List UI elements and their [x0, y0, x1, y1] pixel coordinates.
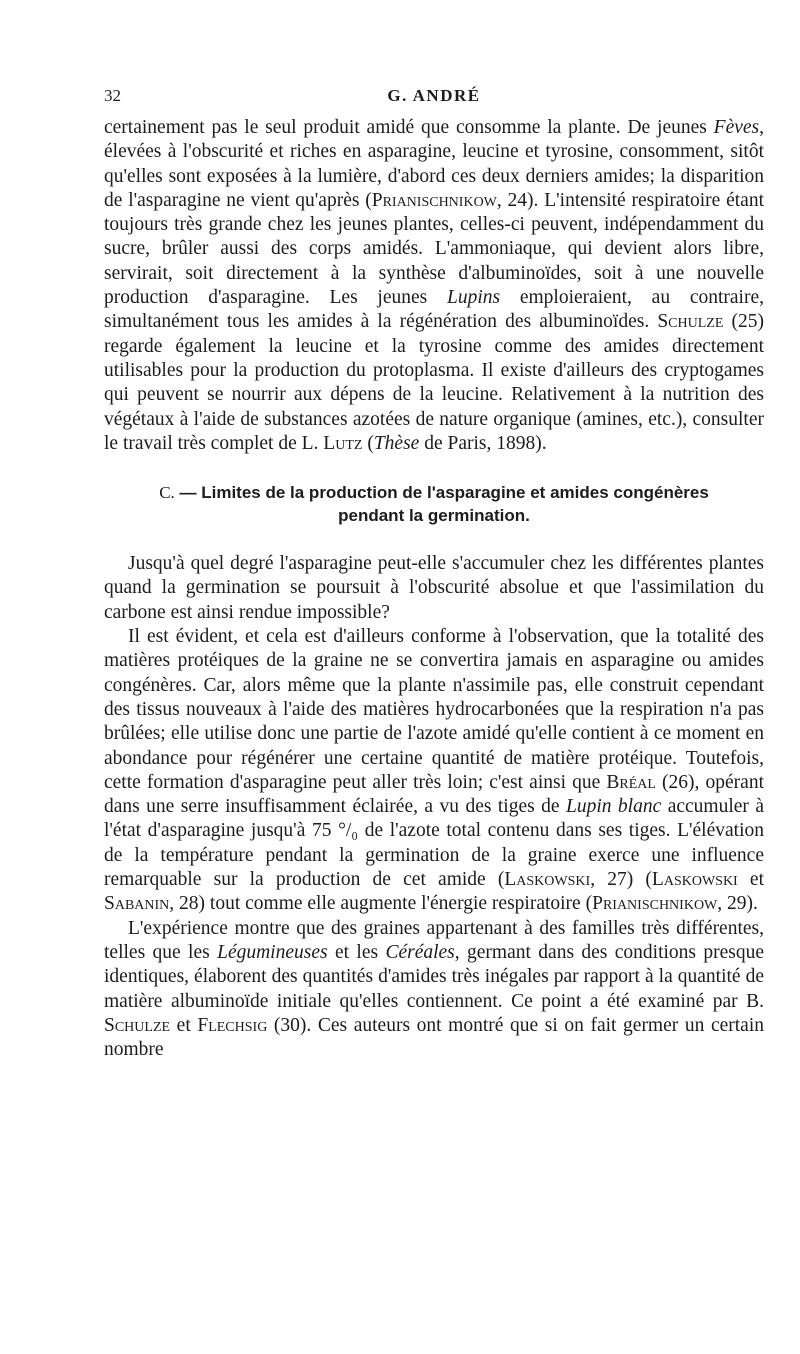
- page: [104, 86, 764, 1062]
- author-name: Flechsig: [197, 1014, 268, 1036]
- running-title: G. ANDRÉ: [387, 86, 481, 105]
- author-name: Laskowski: [504, 869, 591, 891]
- section-letter: C.: [159, 483, 175, 503]
- page-number: 32: [104, 86, 121, 105]
- paragraph: L'expérience montre que des graines appartenant à des familles très différentes, telles que les Légumineuses et les Céréales, germant dans des conditions presque identiques, élaborent des quantités d'amides très inégales par rapport à la quantité de matière albuminoïde initiale qu'elles contiennent. Ce point a été examiné par B. Schulze et Flechsig (30). Ces auteurs ont montré que si on fait germer un certain nombre: [104, 917, 765, 1061]
- author-name: Schulze: [657, 311, 724, 333]
- section-title-line-1: — Limites de la production de l'asparagine et amides congénères: [174, 483, 709, 503]
- author-name: Prianischnikow: [371, 189, 497, 211]
- author-name: Bréal: [606, 771, 656, 793]
- running-head: [104, 86, 764, 116]
- author-name: Prianischnikow: [592, 893, 718, 915]
- taxon-name: Fèves: [713, 117, 760, 138]
- paragraph-continuation: certainement pas le seul produit amidé que consomme la plante. De jeunes Fèves, élevées à l'obscurité et riches en asparagine, leucine et tyrosine, consomment, sitôt qu'elles sont exposées à la lumière, d'abord ces deux derniers amides; la disparition de l'asparagine ne vient qu'après (Prianischnikow, 24). L'intensité respiratoire étant toujours très grande chez les jeunes plantes, celles-ci peuvent, indépendamment du sucre, brûler aussi des corps amidés. L'ammoniaque, qui devient alors libre, servirait, soit directement à la synthèse d'albuminoïdes, soit à une nouvelle production d'asparagine. Les jeunes Lupins emploieraient, au contraire, simultanément tous les amides à la régénération des albuminoïdes. Schulze (25) regarde également la leucine et la tyrosine comme des amides directement utilisables pour la production du protoplasma. Il existe d'ailleurs des cryptogames qui peuvent se nourrir aux dépens de la leucine. Relativement à la nutrition des végétaux à l'aide de substances azotées de nature organique (amines, etc.), consulter le travail très complet de L. Lutz (Thèse de Paris, 1898).: [104, 117, 764, 454]
- section-title-line-2: pendant la germination.: [338, 506, 530, 526]
- paragraph: Jusqu'à quel degré l'asparagine peut-elle s'accumuler chez les différentes plantes quand la germination se poursuit à l'obscurité absolue et que l'assimilation du carbone est ainsi rendue impossible?: [104, 553, 764, 623]
- work-title: Thèse: [373, 432, 420, 454]
- taxon-name: Céréales: [385, 941, 455, 963]
- author-name: Lutz: [323, 432, 363, 454]
- section-heading: [104, 481, 764, 527]
- author-name: Schulze: [104, 1014, 171, 1036]
- paragraph: Il est évident, et cela est d'ailleurs conforme à l'observation, que la totalité des matières protéiques de la graine ne se convertira jamais en asparagine ou amides congénères. Car, alors même que la plante n'assimile pas, elle construit cependant des tissus nouveaux à l'aide des matières hydrocarbonées que la respiration n'a pas brûlées; elle utilise donc une partie de l'azote amidé qu'elle contient à ce moment en abondance pour régénérer une certaine quantité de matière protéique. Toutefois, cette formation d'asparagine peut aller très loin; c'est ainsi que Bréal (26), opérant dans une serre insuffisamment éclairée, a vu des tiges de Lupin blanc accumuler à l'état d'asparagine jusqu'à 75 °/₀ de l'azote total contenu dans ses tiges. L'élévation de la température pendant la germination de la graine exerce une influence remarquable sur la production de cet amide (Laskowski, 27) (Laskowski et Sabanin, 28) tout comme elle augmente l'énergie respiratoire (Prianischnikow, 29).: [104, 626, 764, 915]
- author-name: Sabanin: [104, 893, 170, 915]
- author-name: Laskowski: [651, 869, 738, 891]
- taxon-name: Lupin blanc: [565, 796, 662, 818]
- taxon-name: Légumineuses: [217, 941, 328, 963]
- taxon-name: Lupins: [446, 287, 501, 309]
